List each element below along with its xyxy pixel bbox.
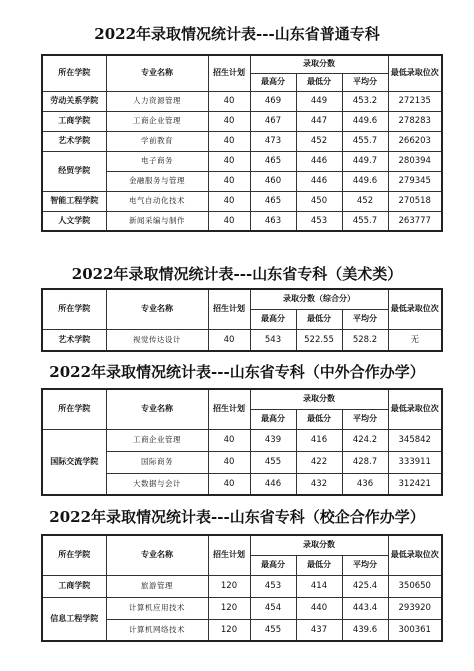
header-max: 最高分 <box>250 309 296 329</box>
cell-min: 452 <box>296 131 342 151</box>
section-title-enterprise: 2022年录取情况统计表---山东省专科（校企合作办学） <box>49 508 425 526</box>
cell-max: 463 <box>250 211 296 231</box>
table-row <box>42 91 442 111</box>
cell-max: 543 <box>250 329 296 351</box>
table-row <box>42 597 442 619</box>
header-score: 录取分数 <box>250 55 388 73</box>
header-college: 所在学院 <box>42 535 106 575</box>
cell-major: 旅游管理 <box>106 575 208 597</box>
table-row <box>42 429 442 451</box>
cell-plan: 120 <box>208 575 250 597</box>
cell-min: 422 <box>296 451 342 473</box>
cell-rank: 270518 <box>388 191 442 211</box>
header-major: 专业名称 <box>106 289 208 329</box>
cell-major: 学前教育 <box>106 131 208 151</box>
cell-major: 新闻采编与制作 <box>106 211 208 231</box>
cell-plan: 40 <box>208 131 250 151</box>
header-plan: 招生计划 <box>208 535 250 575</box>
cell-rank: 266203 <box>388 131 442 151</box>
cell-avg: 436 <box>342 473 388 495</box>
cell-avg: 452 <box>342 191 388 211</box>
cell-max: 467 <box>250 111 296 131</box>
cell-major: 计算机应用技术 <box>106 597 208 619</box>
header-min: 最低分 <box>296 73 342 91</box>
cell-avg: 449.7 <box>342 151 388 171</box>
cell-rank: 312421 <box>388 473 442 495</box>
cell-major: 国际商务 <box>106 451 208 473</box>
cell-max: 460 <box>250 171 296 191</box>
cell-min: 449 <box>296 91 342 111</box>
cell-college: 人文学院 <box>42 211 106 231</box>
table-enterprise <box>41 534 443 642</box>
header-min: 最低分 <box>296 309 342 329</box>
cell-max: 473 <box>250 131 296 151</box>
cell-major: 视觉传达设计 <box>106 329 208 351</box>
cell-avg: 443.4 <box>342 597 388 619</box>
header-plan: 招生计划 <box>208 389 250 429</box>
cell-max: 454 <box>250 597 296 619</box>
cell-college: 经贸学院 <box>42 151 106 191</box>
table-row <box>42 329 442 351</box>
table-row <box>42 151 442 171</box>
cell-avg: 449.6 <box>342 171 388 191</box>
cell-rank: 293920 <box>388 597 442 619</box>
header-max: 最高分 <box>250 409 296 429</box>
cell-min: 414 <box>296 575 342 597</box>
cell-min: 432 <box>296 473 342 495</box>
cell-college: 艺术学院 <box>42 131 106 151</box>
cell-plan: 40 <box>208 329 250 351</box>
header-max: 最高分 <box>250 555 296 575</box>
cell-plan: 120 <box>208 619 250 641</box>
header-avg: 平均分 <box>342 555 388 575</box>
cell-major: 大数据与会计 <box>106 473 208 495</box>
header-rank: 最低录取位次 <box>388 535 442 575</box>
table-row <box>42 131 442 151</box>
cell-college: 艺术学院 <box>42 329 106 351</box>
cell-max: 455 <box>250 619 296 641</box>
table-general <box>41 54 443 232</box>
table-row <box>42 191 442 211</box>
table-row <box>42 575 442 597</box>
cell-rank: 280394 <box>388 151 442 171</box>
header-rank: 最低录取位次 <box>388 389 442 429</box>
cell-plan: 40 <box>208 91 250 111</box>
cell-rank: 333911 <box>388 451 442 473</box>
cell-college: 国际交流学院 <box>42 429 106 495</box>
section-title-art: 2022年录取情况统计表---山东省专科（美术类） <box>71 265 403 283</box>
cell-plan: 40 <box>208 151 250 171</box>
cell-plan: 40 <box>208 191 250 211</box>
cell-avg: 439.6 <box>342 619 388 641</box>
header-max: 最高分 <box>250 73 296 91</box>
header-avg: 平均分 <box>342 309 388 329</box>
cell-avg: 528.2 <box>342 329 388 351</box>
cell-rank: 272135 <box>388 91 442 111</box>
table-row <box>42 211 442 231</box>
cell-avg: 455.7 <box>342 131 388 151</box>
header-plan: 招生计划 <box>208 55 250 91</box>
cell-major: 工商企业管理 <box>106 111 208 131</box>
table-art <box>41 288 443 352</box>
header-score: 录取分数 <box>250 389 388 409</box>
cell-rank: 345842 <box>388 429 442 451</box>
header-college: 所在学院 <box>42 289 106 329</box>
cell-college: 劳动关系学院 <box>42 91 106 111</box>
cell-min: 522.55 <box>296 329 342 351</box>
cell-rank: 无 <box>388 329 442 351</box>
cell-min: 446 <box>296 171 342 191</box>
table-sino-foreign <box>41 388 443 496</box>
header-rank: 最低录取位次 <box>388 289 442 329</box>
cell-college: 工商学院 <box>42 111 106 131</box>
cell-major: 金融服务与管理 <box>106 171 208 191</box>
cell-min: 450 <box>296 191 342 211</box>
cell-plan: 40 <box>208 171 250 191</box>
cell-min: 440 <box>296 597 342 619</box>
cell-max: 453 <box>250 575 296 597</box>
header-college: 所在学院 <box>42 389 106 429</box>
cell-rank: 263777 <box>388 211 442 231</box>
cell-avg: 424.2 <box>342 429 388 451</box>
cell-min: 446 <box>296 151 342 171</box>
header-rank: 最低录取位次 <box>388 55 442 91</box>
header-major: 专业名称 <box>106 389 208 429</box>
cell-max: 469 <box>250 91 296 111</box>
cell-max: 465 <box>250 151 296 171</box>
cell-max: 446 <box>250 473 296 495</box>
cell-min: 453 <box>296 211 342 231</box>
cell-plan: 40 <box>208 473 250 495</box>
cell-min: 416 <box>296 429 342 451</box>
cell-avg: 449.6 <box>342 111 388 131</box>
cell-major: 计算机网络技术 <box>106 619 208 641</box>
cell-college: 智能工程学院 <box>42 191 106 211</box>
cell-min: 447 <box>296 111 342 131</box>
header-score: 录取分数 <box>250 535 388 555</box>
section-title-sino-foreign: 2022年录取情况统计表---山东省专科（中外合作办学） <box>49 363 425 381</box>
header-min: 最低分 <box>296 409 342 429</box>
cell-max: 439 <box>250 429 296 451</box>
cell-major: 工商企业管理 <box>106 429 208 451</box>
header-major: 专业名称 <box>106 55 208 91</box>
header-min: 最低分 <box>296 555 342 575</box>
cell-major: 人力资源管理 <box>106 91 208 111</box>
cell-min: 437 <box>296 619 342 641</box>
header-avg: 平均分 <box>342 73 388 91</box>
cell-college: 信息工程学院 <box>42 597 106 641</box>
cell-plan: 40 <box>208 429 250 451</box>
header-major: 专业名称 <box>106 535 208 575</box>
cell-avg: 425.4 <box>342 575 388 597</box>
table-row <box>42 111 442 131</box>
cell-avg: 453.2 <box>342 91 388 111</box>
cell-plan: 120 <box>208 597 250 619</box>
section-title-general: 2022年录取情况统计表---山东省普通专科 <box>94 25 380 43</box>
header-score: 录取分数（综合分） <box>250 289 388 309</box>
cell-avg: 455.7 <box>342 211 388 231</box>
cell-plan: 40 <box>208 211 250 231</box>
cell-college: 工商学院 <box>42 575 106 597</box>
cell-max: 465 <box>250 191 296 211</box>
cell-major: 电子商务 <box>106 151 208 171</box>
header-plan: 招生计划 <box>208 289 250 329</box>
cell-max: 455 <box>250 451 296 473</box>
cell-rank: 278283 <box>388 111 442 131</box>
cell-major: 电气自动化技术 <box>106 191 208 211</box>
cell-plan: 40 <box>208 111 250 131</box>
header-college: 所在学院 <box>42 55 106 91</box>
cell-rank: 300361 <box>388 619 442 641</box>
cell-avg: 428.7 <box>342 451 388 473</box>
cell-plan: 40 <box>208 451 250 473</box>
cell-rank: 350650 <box>388 575 442 597</box>
cell-rank: 279345 <box>388 171 442 191</box>
header-avg: 平均分 <box>342 409 388 429</box>
